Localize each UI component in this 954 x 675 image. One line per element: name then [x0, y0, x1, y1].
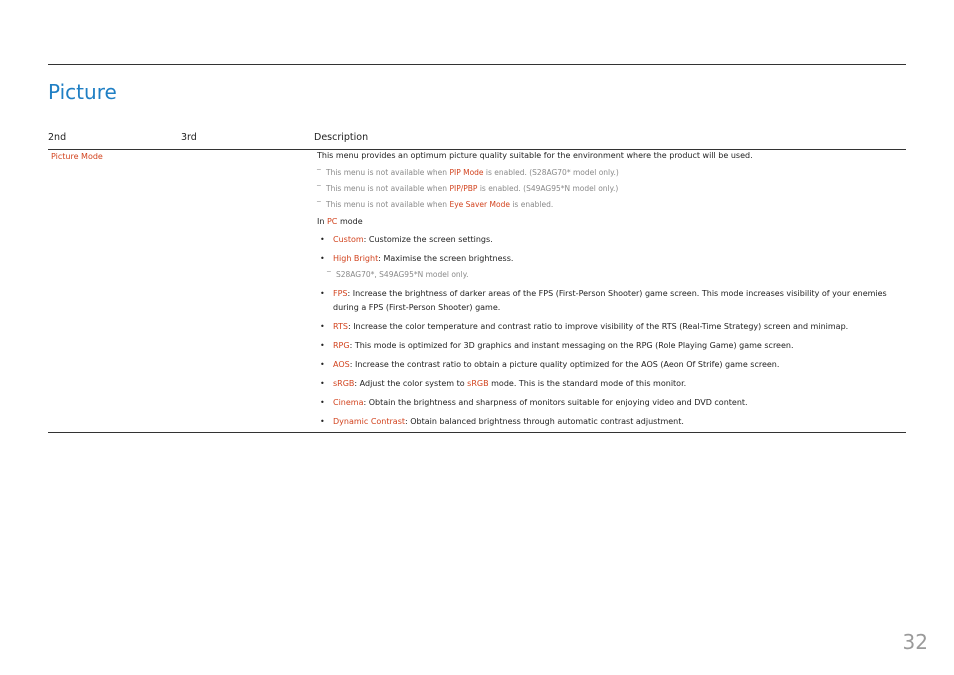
- item-label-2: sRGB: [467, 379, 489, 388]
- note-dash-icon: ‾: [327, 270, 331, 279]
- bullet-icon: •: [320, 235, 325, 244]
- item-label: AOS: [333, 360, 350, 369]
- item-text: : Maximise the screen brightness.: [378, 254, 514, 263]
- page-title: Picture: [48, 80, 117, 104]
- item-text: : Customize the screen settings.: [363, 235, 493, 244]
- item-label: Custom: [333, 235, 364, 244]
- top-rule: [48, 64, 906, 65]
- mode-highlight: PC: [326, 217, 338, 226]
- item-text: : Adjust the color system to: [354, 379, 468, 388]
- note-prefix: This menu is not available when: [326, 168, 450, 177]
- table-header: [48, 130, 906, 150]
- bullet-icon: •: [320, 254, 325, 263]
- bullet-icon: •: [320, 341, 325, 350]
- note-pip-pbp: [317, 184, 618, 194]
- note-suffix: is enabled. (S28AG70* model only.): [483, 168, 619, 177]
- note-highlight: Eye Saver Mode: [449, 200, 510, 209]
- header-description: Description: [314, 132, 369, 143]
- note-dash-icon: ‾: [317, 168, 321, 177]
- mode-suffix: mode: [337, 217, 363, 226]
- note-highlight: PIP/PBP: [449, 184, 478, 193]
- item-label: Dynamic Contrast: [333, 417, 406, 426]
- intro-text: This menu provides an optimum picture quality suitable for the environment where the product will be used.: [317, 151, 753, 160]
- item-text: : Obtain balanced brightness through automatic contrast adjustment.: [405, 417, 684, 426]
- mode-line: [317, 217, 363, 227]
- item-text: : This mode is optimized for 3D graphics and instant messaging on the RPG (Role Playing Game) game screen.: [349, 341, 794, 350]
- bullet-icon: •: [320, 322, 325, 331]
- menu-item-picture-mode: Picture Mode: [51, 152, 103, 161]
- item-label: RTS: [333, 322, 348, 331]
- page-number: 32: [902, 630, 928, 654]
- item-text-2: mode. This is the standard mode of this monitor.: [488, 379, 687, 388]
- note-highlight: PIP Mode: [449, 168, 484, 177]
- note-suffix: is enabled. (S49AG95*N model only.): [477, 184, 619, 193]
- note-eye-saver: [317, 200, 553, 210]
- item-label: FPS: [333, 289, 348, 298]
- item-text: : Increase the color temperature and contrast ratio to improve visibility of the RTS (Real-Time Strategy) screen and minimap.: [347, 322, 849, 331]
- note-dash-icon: ‾: [317, 200, 321, 209]
- note-pip-mode: [317, 168, 619, 178]
- item-text: : Obtain the brightness and sharpness of monitors suitable for enjoying video and DVD content.: [363, 398, 748, 407]
- note-dash-icon: ‾: [317, 184, 321, 193]
- item-label: sRGB: [333, 379, 355, 388]
- item-label: Cinema: [333, 398, 364, 407]
- settings-table: [48, 130, 906, 433]
- note-prefix: This menu is not available when: [326, 200, 450, 209]
- bullet-icon: •: [320, 379, 325, 388]
- note-suffix: is enabled.: [509, 200, 554, 209]
- mode-prefix: In: [317, 217, 327, 226]
- item-text: : Increase the brightness of darker areas of the FPS (First-Person Shooter) game screen. This mode increases visibility of your enemies during a FPS (First-Person Shooter) game.: [333, 289, 887, 312]
- bullet-icon: •: [320, 398, 325, 407]
- item-label: High Bright: [333, 254, 379, 263]
- item-text: : Increase the contrast ratio to obtain a picture quality optimized for the AOS (Aeon Of Strife) game screen.: [349, 360, 780, 369]
- bullet-icon: •: [320, 360, 325, 369]
- note-high-bright-models: [327, 270, 469, 280]
- header-3rd: 3rd: [181, 132, 197, 143]
- bullet-icon: •: [320, 417, 325, 426]
- item-label: RPG: [333, 341, 350, 350]
- header-2nd: 2nd: [48, 132, 67, 143]
- table-row: [48, 150, 906, 433]
- note-text: S28AG70*, S49AG95*N model only.: [336, 270, 469, 279]
- note-prefix: This menu is not available when: [326, 184, 450, 193]
- bullet-icon: •: [320, 289, 325, 298]
